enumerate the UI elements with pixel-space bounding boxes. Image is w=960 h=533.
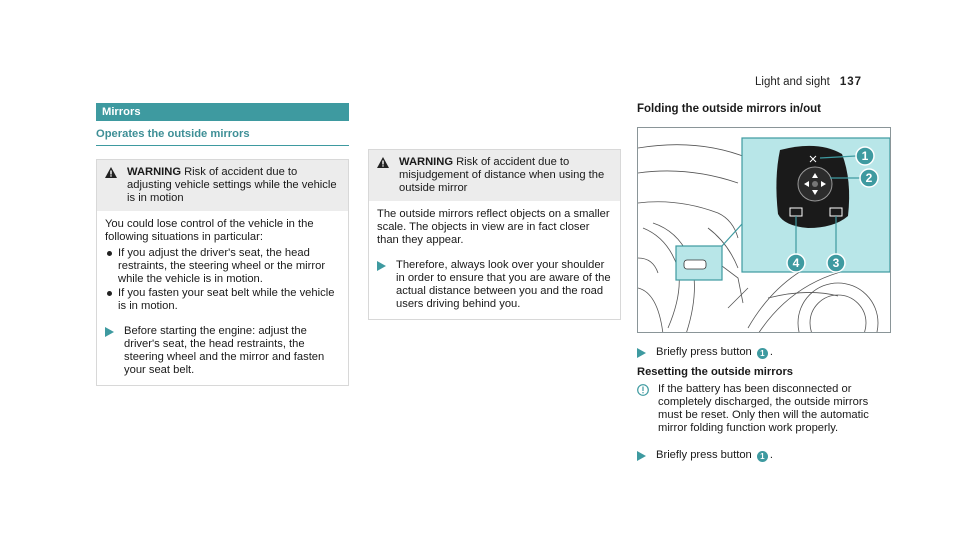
warning-text-wrap <box>399 156 612 195</box>
step-1-prefix: Briefly press button <box>656 346 752 358</box>
warning-bullets <box>105 247 340 313</box>
step-2-suffix: . <box>769 449 773 461</box>
step-2-prefix: Briefly press button <box>656 449 752 461</box>
door-panel-figure <box>637 127 891 333</box>
callout-4-label: 4 <box>792 256 800 270</box>
action-arrow-icon <box>637 348 646 358</box>
warning-body <box>369 201 620 319</box>
warning-body <box>97 211 348 385</box>
warning-box <box>96 159 349 386</box>
warning-text: Risk of accident due to adjusting vehicle settings while the vehicle is in motion <box>127 166 337 204</box>
warning-label: WARNING <box>399 156 454 168</box>
list-item: If you fasten your seat belt while the vehicle is in motion. <box>105 287 340 313</box>
action-arrow-icon <box>105 327 114 337</box>
column-1 <box>96 103 349 386</box>
button-1-badge: 1 <box>757 451 768 462</box>
header-section: Light and sight <box>755 76 830 88</box>
section-title-bar: Mirrors <box>96 103 349 121</box>
page-header <box>755 76 862 88</box>
info-icon <box>637 384 649 396</box>
warning-triangle-icon <box>377 157 389 168</box>
note <box>637 383 891 435</box>
column-3 <box>637 103 891 462</box>
list-item: If you adjust the driver's seat, the head restraints, the steering wheel or the mirror while the vehicle is in motion. <box>105 247 340 286</box>
callout-2-label: 2 <box>865 171 873 185</box>
callout-3-label: 3 <box>832 256 840 270</box>
reset-subtitle: Resetting the outside mirrors <box>637 366 794 378</box>
section-title: Folding the outside mirrors in/out <box>637 103 821 115</box>
warning-body-text: The outside mirrors reflect objects on a smaller scale. The objects in view are in fact closer than they appear. <box>377 208 610 246</box>
action-arrow-icon <box>377 261 386 271</box>
warning-triangle-icon <box>105 167 117 178</box>
page-number: 137 <box>839 76 862 88</box>
step-1-suffix: . <box>769 346 773 358</box>
column-2 <box>368 149 621 320</box>
warning-text-wrap <box>127 166 340 205</box>
subheading: Operates the outside mirrors <box>96 128 349 146</box>
step-2-text <box>656 449 773 462</box>
warning-label: WARNING <box>127 166 182 178</box>
warning-action <box>377 259 612 311</box>
button-1-badge: 1 <box>757 348 768 359</box>
step-2 <box>637 449 891 462</box>
step-1-text <box>656 346 773 359</box>
warning-action-text: Before starting the engine: adjust the driver's seat, the head restraints, the steering wheel and the mirror and fasten your seat belt. <box>124 325 325 376</box>
warning-text: Risk of accident due to misjudgement of distance when using the outside mirror <box>399 156 605 194</box>
note-text: If the battery has been disconnected or completely discharged, the outside mirrors must be reset. Only then will the automatic mirror folding function work properly. <box>658 383 869 434</box>
door-illustration <box>638 128 891 333</box>
warning-header <box>97 160 348 211</box>
warning-action-text: Therefore, always look over your shoulder in order to ensure that you are aware of the actual distance between you and the road users driving behind you. <box>396 259 611 310</box>
callout-1-label: 1 <box>861 149 869 163</box>
step-1 <box>637 346 891 359</box>
warning-box <box>368 149 621 320</box>
warning-header <box>369 150 620 201</box>
warning-body-text: You could lose control of the vehicle in the following situations in particular: <box>105 218 314 243</box>
warning-action <box>105 325 340 377</box>
action-arrow-icon <box>637 451 646 461</box>
